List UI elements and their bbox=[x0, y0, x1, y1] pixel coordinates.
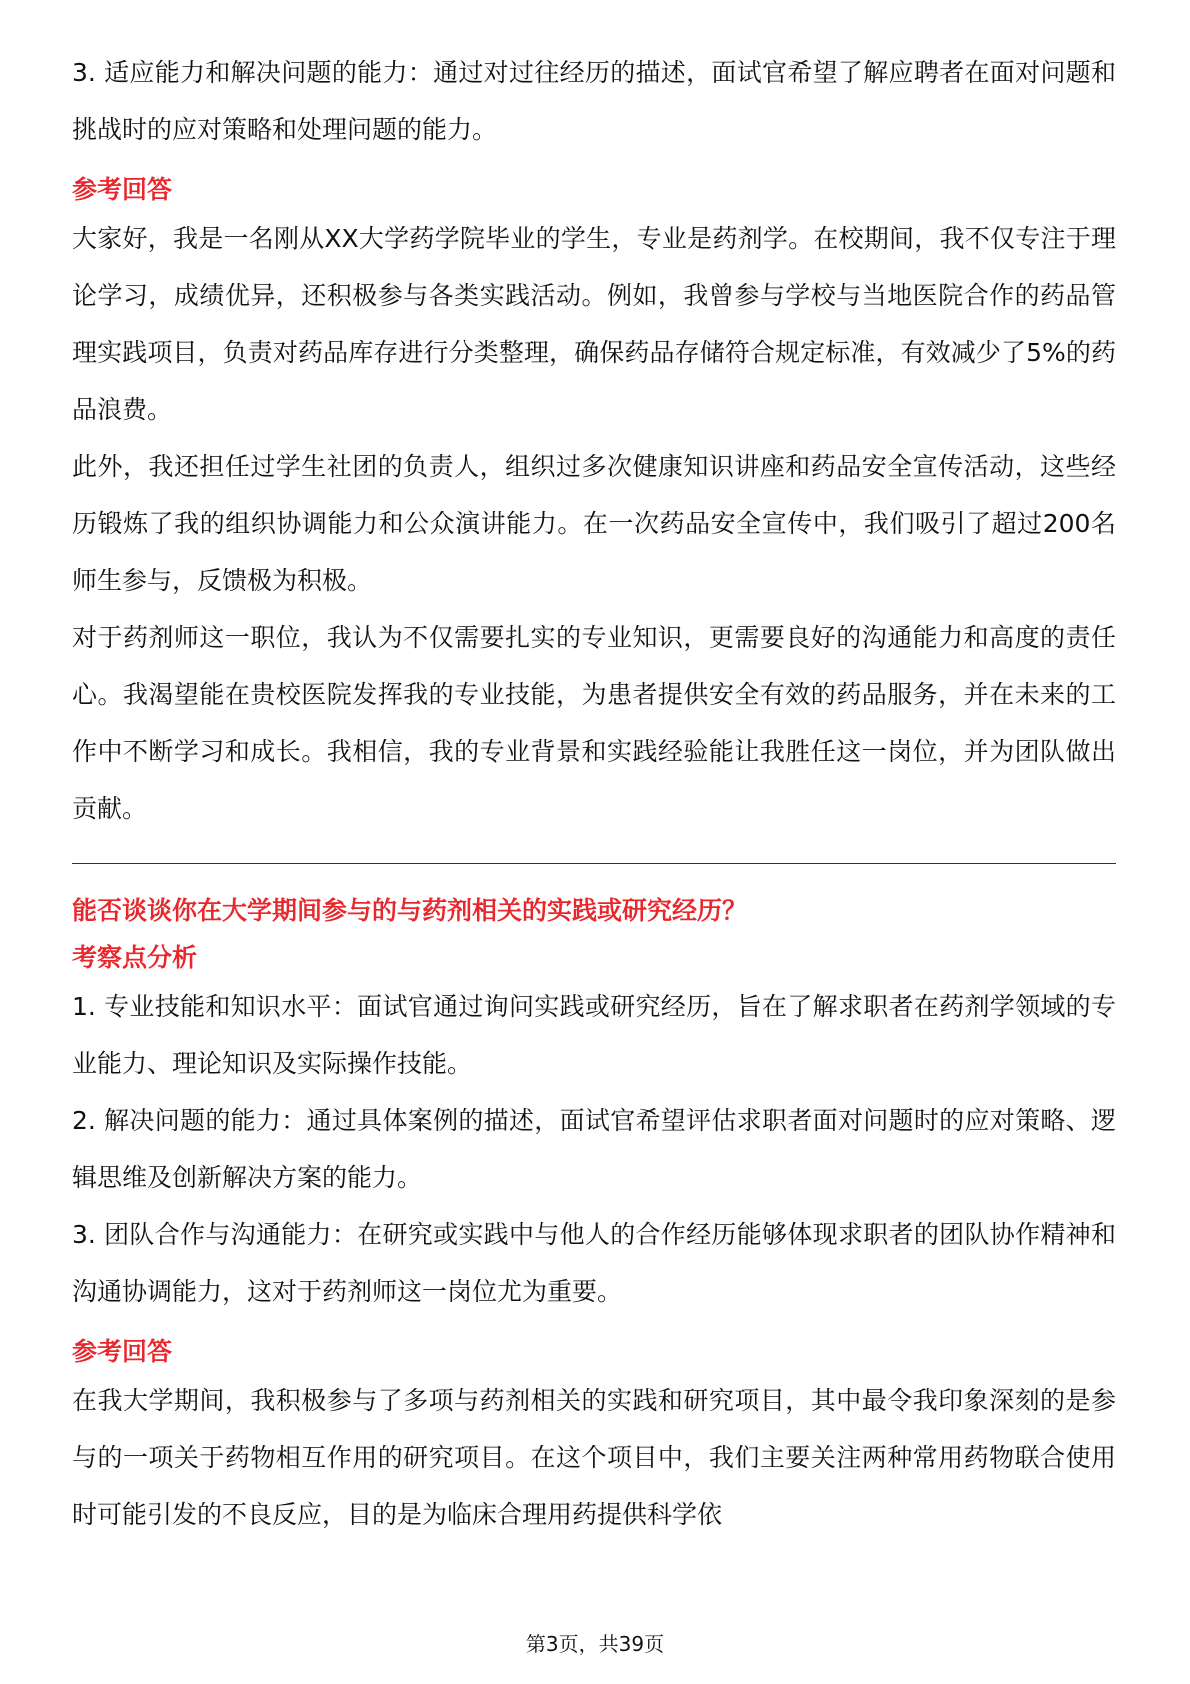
answer-1-paragraph-1: 大家好，我是一名刚从XX大学药学院毕业的学生，专业是药剂学。在校期间，我不仅专注于理论学习，成绩优异，还积极参与各类实践活动。例如，我曾参与学校与当地医院合作的药品管理实践项目，负责对药品库存进行分类整理，确保药品存储符合规定标准，有效减少了5%的药品浪费。 bbox=[72, 224, 1116, 424]
question-2-title: 能否谈谈你在大学期间参与的与药剂相关的实践或研究经历？ bbox=[72, 896, 748, 925]
answer-2-label: 参考回答 bbox=[72, 1337, 173, 1366]
analysis-2-point-1: 1. 专业技能和知识水平：面试官通过询问实践或研究经历，旨在了解求职者在药剂学领域的专业能力、理论知识及实际操作技能。 bbox=[72, 992, 1116, 1078]
answer-1-paragraph-3: 对于药剂师这一职位，我认为不仅需要扎实的专业知识，更需要良好的沟通能力和高度的责任心。我渴望能在贵校医院发挥我的专业技能，为患者提供安全有效的药品服务，并在未来的工作中不断学习和成长。我相信，我的专业背景和实践经验能让我胜任这一岗位，并为团队做出贡献。 bbox=[72, 623, 1116, 823]
analysis-2-point-3: 3. 团队合作与沟通能力：在研究或实践中与他人的合作经历能够体现求职者的团队协作精神和沟通协调能力，这对于药剂师这一岗位尤为重要。 bbox=[72, 1220, 1116, 1306]
analysis-2-label: 考察点分析 bbox=[72, 943, 198, 972]
answer-1-label: 参考回答 bbox=[72, 175, 173, 204]
answer-1-paragraph-2: 此外，我还担任过学生社团的负责人，组织过多次健康知识讲座和药品安全宣传活动，这些经历锻炼了我的组织协调能力和公众演讲能力。在一次药品安全宣传中，我们吸引了超过200名师生参与，反馈极为积极。 bbox=[72, 452, 1116, 595]
answer-2-paragraph-1: 在我大学期间，我积极参与了多项与药剂相关的实践和研究项目，其中最令我印象深刻的是参与的一项关于药物相互作用的研究项目。在这个项目中，我们主要关注两种常用药物联合使用时可能引发的不良反应，目的是为临床合理用药提供科学依 bbox=[72, 1386, 1116, 1529]
document-body bbox=[72, 44, 1116, 1543]
page-indicator: 第3页，共39页 bbox=[525, 1632, 665, 1656]
section-divider bbox=[72, 863, 1116, 864]
analysis-point-3: 3. 适应能力和解决问题的能力：通过对过往经历的描述，面试官希望了解应聘者在面对问题和挑战时的应对策略和处理问题的能力。 bbox=[72, 58, 1116, 144]
analysis-2-point-2: 2. 解决问题的能力：通过具体案例的描述，面试官希望评估求职者面对问题时的应对策略、逻辑思维及创新解决方案的能力。 bbox=[72, 1106, 1116, 1192]
